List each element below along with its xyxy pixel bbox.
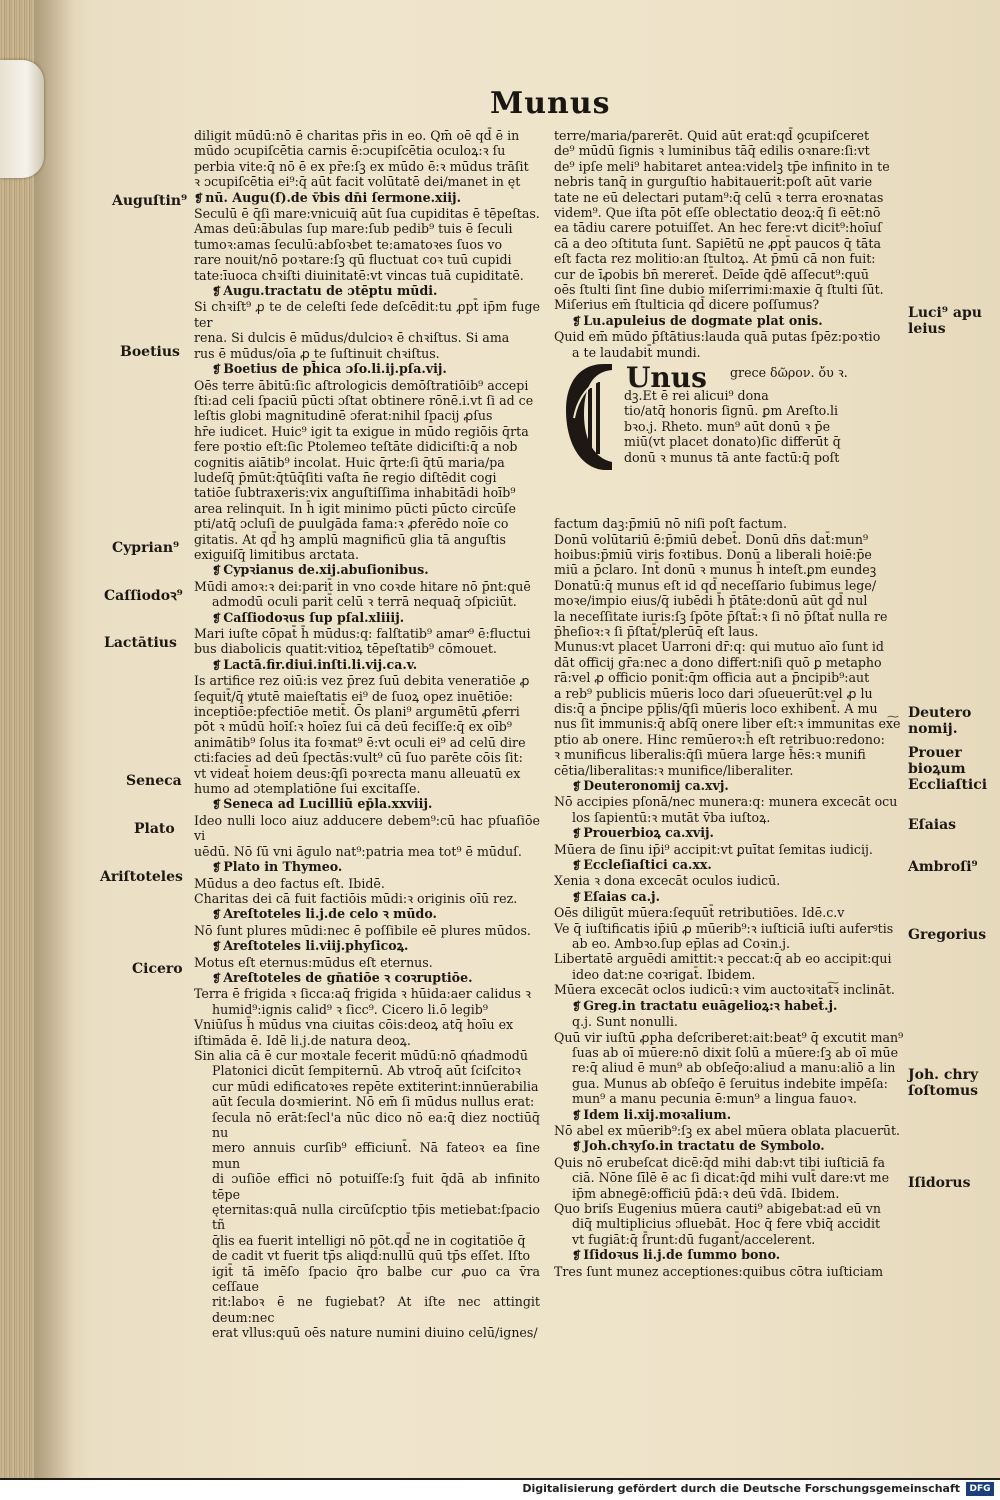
text-line: Mari iuſte cōpat̄ h̄ mūdus:q: falſtatib⁹ amar⁹ ē:fluctui — [194, 626, 531, 641]
section-heading: ❡ Boetius de ph̄ica ɔſo.li.ij.pſa.vij. — [194, 361, 540, 377]
text-line: Seculū ē q̄ſi mare:vnicuiq̄ aūt ſua cupiditas ē tēpeſtas. — [194, 206, 540, 222]
section-heading: ❡ Areſtoteles de gn̄atiōe ꝛ coꝛruptiōe. — [194, 970, 540, 986]
section-heading: ❡ Caſſiodoꝛus ſup pſal.xliiij. — [194, 610, 540, 626]
gutter-shadow — [34, 0, 74, 1478]
text-line: leſtis globi magnitudinē ɔferat:nihil ſpacij ꝓſus — [194, 408, 493, 424]
text-line: fere poꝛtio eſt:ſic Ptolemeo teſtāte didiciſti:q̄ a nob — [194, 439, 518, 455]
text-line: ea tādiu carere potuiſſet. An hec fere:vt dicit⁹:hoīuſ — [554, 220, 882, 236]
margin-gloss: Auguſtin⁹ — [112, 193, 188, 209]
text-line: Si chꝛiſt⁹ ꝓ te de celeſti ſede deſcēdit:tu ꝓpt̄ ip̄m fuge ter — [194, 299, 540, 330]
text-line: di ɔuſiōe effici nō potuiſſe:ſꝫ fuit q̄dā ab infinito tēpe — [212, 1171, 540, 1202]
text-line: ſecula nō erāt:ſecl'a nūc dico nō ea:q̄ diez noctiūq̄ nu — [212, 1109, 540, 1140]
margin-gloss: Joh. chry — [908, 1067, 979, 1083]
margin-gloss: Seneca — [126, 773, 182, 789]
text-line: nebris tanq̄ in gurguſtio habitauerit:poſt aūt varie — [554, 174, 873, 190]
text-line: de⁹ ipſe meli⁹ habitaret antea:videlꝫ tp̄e infinito in te — [554, 158, 890, 174]
text-line: Oēs terre ābitū:ſic aſtrologicis demōſtratiōib⁹ accepi — [194, 377, 529, 393]
text-line: Miſerius em̄ ſtulticia qd̄ dicere poſſumus? — [554, 297, 820, 313]
text-line: perbia vite:q̄ nō ē ex pr̄e:ſꝫ ex mūdo ē:ꝛ mūdus trāſit — [194, 158, 529, 174]
margin-gloss: Eſaias — [908, 817, 957, 833]
text-line: erat vllus:quū oēs nature numini diuino celū/ignes/ — [212, 1325, 538, 1341]
text-line: eſt facta rez molitio:an ſtultoꝝ. At p̄mū cā non fuit: — [554, 251, 876, 267]
section-heading: ❡ Eccleſiaſtici ca.xx. — [554, 857, 906, 873]
text-line: ſequit̄/q̄ ꝟtutē maieſtatis ei⁹ de ſuoꝝ opez inuētiōe: — [194, 688, 513, 704]
text-line: rena. Si dulcis ē mūdus/dulcioꝛ ē chꝛiſtus. Si ama — [194, 330, 510, 346]
text-line: uēdū. Nō ſū vni āgulo nat⁹:patria mea tot⁹ ē mūduſ. — [194, 843, 522, 859]
section-heading: ❡ Deuteronomij ca.xvj. — [554, 778, 906, 794]
text-line: Platonici dicūt ſempiternū. Ab vtroq̄ aūt ſciſcitoꝛ — [212, 1063, 521, 1079]
text-line: miū a p̄claro. Int̄ donū ꝛ munus h̄ inteſt.ꝑm eundeꝫ — [554, 562, 877, 578]
section-heading: ❡ nū. Augu(ſ).de v̄bis dn̄i ſermone.xiij. — [194, 190, 540, 206]
right-column-top — [554, 128, 906, 360]
footer-credit: Digitalisierung gefördert durch die Deutsche Forschungsgemeinschaft — [522, 1482, 960, 1495]
initial-text-line: bꝛo.j. Rheto. mun⁹ aūt donū ꝛ p̄e — [624, 418, 831, 434]
section-heading: ❡ Prouerbioꝝ ca.xvij. — [554, 825, 906, 841]
text-line: humid⁹:ignis calid⁹ ꝛ ſicc⁹. Cicero li.ō legib⁹ — [212, 1001, 488, 1017]
text-line: gitatis. At qd̄ hꝫ amplū magnificū glia tā anguſtis — [194, 531, 506, 547]
margin-gloss: Plato — [134, 821, 175, 837]
text-line: ſuas ab oī mūere:nō dixit ſolū a mūere:ſꝫ ab oī mūe — [572, 1044, 899, 1060]
text-line: admodū oculi parit̄ celū ꝛ terrā nequaq̄ ɔſpiciūt. — [212, 594, 517, 610]
running-head: Munus — [490, 86, 611, 121]
text-line: diligit mūdū:nō ē charitas pr̄is in eo. Qm̄ oē qd̄ ē in — [194, 128, 520, 143]
text-line: exiguiſq̄ limitibus arctata. — [194, 546, 359, 562]
text-line: hr̄e iudicet. Huic⁹ igit ta exigue in mūdo regiōis q̄rta — [194, 423, 529, 439]
text-line: Libertatē arguēdi amittit:ꝛ peccat:q̄ ab eo accipit:qui — [554, 951, 892, 967]
margin-gloss: nomij. — [908, 721, 958, 737]
text-line: Nō abel ex mūerib⁹:ſꝫ ex abel mūera oblata placuerūt. — [554, 1122, 901, 1138]
text-line: vt videat̄ hoiem deus:q̄ſi poꝛrecta manu alleuatū ex — [194, 765, 521, 781]
margin-gloss: ſoſtomus — [908, 1083, 979, 1099]
text-line: Vniūſus h̄ mūdus vna ciuitas cōis:deoꝝ atq̄ hoīu ex — [194, 1017, 514, 1033]
text-line: Quis nō erubeſcat dicē:q̄d mihi dab:vt tibi iuſticiā fa — [554, 1154, 885, 1170]
text-line: moꝛe/impio eius/q̄ iubēdi h̄ p̄tāte:donū aūt qd̄ nul — [554, 593, 868, 609]
text-line: aūt ſecula doꝛmierint. Nō em̄ ſi mūdus nullus erat: — [212, 1094, 535, 1110]
text-line: q̄lis ea fuerit intelligi nō pōt.qd̄ ne in cogitatiōe q̄ — [212, 1232, 526, 1248]
text-line: ludeſq̄ p̄mūt:q̄tūq̄ſiti vaſta n̄e regio diſtēdit cogi — [194, 469, 497, 485]
text-line: a reb⁹ publicis mūeris loco dari ɔſueuerūt:vel ꝓ lu — [554, 685, 873, 701]
text-line: a te laudabit̄ mundi. — [572, 344, 701, 360]
text-line: de⁹ mūdū ſignis ꝛ luminibus tāq̄ edilis oꝛnare:ſi:vt — [554, 143, 870, 159]
margin-gloss: Boetius — [120, 344, 180, 360]
section-heading: ❡ Iſidoꝛus li.j.de ſummo bono. — [554, 1247, 906, 1263]
text-line: Mūera de ſinu ip̄i⁹ accipit:vt ꝑuītat ſemitas iudicij. — [554, 841, 873, 857]
headword: Unus — [626, 361, 707, 394]
text-line: dāt officij gr̄a:nec a dono differt:niſi quō ꝑ metapho — [554, 654, 882, 670]
text-line: Terra ē frigida ꝛ ſicca:aq̄ frigida ꝛ hūida:aer calidus ꝛ — [194, 986, 531, 1002]
text-line: oēs ſtulti ſint ſine dubio miſerrimi:maxie q̄ ſtulti ſūt. — [554, 282, 884, 298]
greek-gloss: grece δῶρον. ὄυ ꝛ. — [730, 365, 848, 380]
text-line: Motus eſt eternus:mūdus eſt eternus. — [194, 954, 433, 970]
text-line: cognitis aiātib⁹ incolat. Huic q̄rte:ſi q̄tū maria/pa — [194, 454, 505, 470]
right-column-bottom — [554, 516, 906, 1279]
text-line: nus ſit immunis:q̄ abſq̄ onere liber eſt:ꝛ immunitas ex͠e — [554, 716, 901, 732]
text-line: videm⁹. Que iſta pōt eſſe oblectatio deoꝝ:q̄ ſi eēt:nō — [554, 205, 881, 221]
text-line: Ve q̄ iuſtificatis ip̄iū ꝓ mūerib⁹:ꝛ iuſticiā iuſti auferꝰtis — [554, 920, 894, 936]
section-heading: ❡ Areſtoteles li.j.de celo ꝛ mūdo. — [194, 906, 540, 922]
section-heading: ❡ Cypꝛianus de.xij.abuſionibus. — [194, 562, 540, 578]
margin-gloss: Gregorius — [908, 927, 987, 943]
margin-gloss: Eccliaſtici — [908, 777, 988, 793]
dfg-logo: DFG — [966, 1482, 994, 1496]
margin-gloss: Ariſtoteles — [100, 869, 183, 885]
text-line: q.j. Sunt nonulli. — [572, 1014, 678, 1030]
text-line: animātib⁹ ſolus ita foꝛmat⁹ ē:vt oculi ei⁹ ad celū dire — [194, 734, 526, 750]
text-line: la neceſſitate iuris:ſꝫ ſpōte p̄ſtat̄:ꝛ ſi nō p̄ſtat̄ nulla re — [554, 608, 888, 624]
margin-gloss: Lactātius — [104, 635, 177, 651]
text-line: Oēs diligūt mūera:ſequūt̄ retributiōes. Idē.c.v — [554, 905, 845, 921]
text-line: cur mūdi edificatoꝛes repēte extiterint:innūerabilia — [212, 1078, 539, 1094]
margin-gloss: Caſſiodoꝛ⁹ — [104, 588, 183, 604]
section-heading: ❡ Idem li.xij.moꝛalium. — [554, 1107, 906, 1123]
text-line: Quū vir iuſtū ꝓpha deſcriberet:ait:beat⁹ q̄ excutit man⁹ — [554, 1029, 904, 1045]
margin-gloss: Luci⁹ apu — [908, 305, 982, 321]
margin-gloss: Iſidorus — [908, 1175, 971, 1191]
text-line: Donū volūtariū ē:p̄miū debet̄. Donū dn̄s dat̄:mun⁹ — [554, 531, 869, 547]
text-line: Quid em̄ mūdo p̄ſtātius:lauda quā putas ſpēz:poꝛtio — [554, 329, 881, 345]
margin-gloss: leius — [908, 321, 946, 337]
text-line: rus ē mūdus/oīa ꝓ te ſuſtinuit chꝛiſtus. — [194, 345, 440, 361]
text-line: rit:laboꝛ ē ne fugiebat? At iſte nec attingit deum:nec — [212, 1294, 540, 1325]
initial-block-lines — [624, 388, 906, 465]
text-line: diq̄ multiplicius ɔfluebāt. Hoc q̄ fere vbiq̄ accidit — [572, 1216, 881, 1232]
text-line: de cadit vt fuerit tp̄s aliqd̄:nullū quū tp̄s eſſet. Iſto — [212, 1248, 531, 1264]
text-line: Nō accipies pſonā/nec munera:q: munera excecāt ocu — [554, 794, 898, 810]
initial-text-line: tio/atq̄ honoris ſignū. ꝑm Areſto.li — [624, 403, 839, 419]
text-line: Ideo nulli loco aiuz adducere debem⁹:cū hac pſuaſiōe vi — [194, 812, 540, 844]
margin-gloss: Cyprian⁹ — [112, 540, 180, 556]
margin-gloss: Ambroſi⁹ — [908, 859, 978, 875]
initial-text-line: dꝫ.Et ē rei alicui⁹ dona — [624, 388, 769, 403]
text-line: hoibus:p̄miū viris foꝛtibus. Donū a liberali hoiē:p̄e — [554, 546, 872, 562]
text-line: ciā. Nōne ſīlē ē ac ſi dicat:q̄d mihi vult̄ dare:vt me — [572, 1170, 890, 1186]
text-line: inceptiōe:pfectiōe metit̄. Ōs plani⁹ argumētū ꝓferri — [194, 704, 520, 720]
text-line: mero annuis curſib⁹ efficiunt̄. Nā fateoꝛ ea ſine mun — [212, 1140, 540, 1171]
text-line: humo ad ɔtemplatiōne ſui excitaſſe. — [194, 781, 421, 797]
text-line: Tres ſunt munez acceptiones:quibus cōtra iuſticiam — [554, 1263, 884, 1279]
text-line: Is artifice rez oiū:is vez p̄rez ſuū debita veneratiōe ꝓ — [194, 673, 530, 689]
text-line: cētia/liberalitas:ꝛ munifice/liberaliter. — [554, 762, 794, 778]
text-line: re:q̄ aliud ē mun⁹ ab obſeq̄o:aliud a manu:aliō a lin — [572, 1060, 896, 1076]
text-line: Xenia ꝛ dona excecāt oculos iudicū. — [554, 873, 781, 889]
text-line: area relinquit. In h̄ igit minimo pūcti pūcto circūſe — [194, 500, 516, 516]
text-line: Mūdus a deo factus eſt. Ibidē. — [194, 875, 385, 891]
section-heading: ❡ Lu.apuleius de dogmate plat onis. — [554, 313, 906, 329]
text-line: ip̄m abnegē:officiū p̄dā:ꝛ deū v̄dā. Ibidem. — [572, 1185, 840, 1201]
text-line: ꝛ ɔcupiſcētia ei⁹:q̄ aūt facit volūtatē dei/manet in ęt — [194, 174, 521, 190]
decorated-initial-m — [560, 358, 620, 476]
text-line: ideo dat:ne coꝛrigat̄. Ibidem. — [572, 966, 756, 982]
margin-gloss: Cicero — [132, 961, 183, 977]
text-line: ęternitas:quā nulla circūſcptio tp̄is metiebat:ſpacio tñ — [212, 1202, 540, 1233]
text-line: tate:īuoca chꝛiſti diuinitatē:vt vincas tuā cupiditatē. — [194, 267, 524, 283]
text-line: Mūdi amoꝛ:ꝛ dei:parit̄ in vno coꝛde hitare nō p̄nt:quē — [194, 578, 531, 594]
right-text-column — [554, 128, 906, 1279]
text-line: tatiōe ſubtraxeris:vix anguſtiſſima inhabitādi hoīb⁹ — [194, 485, 516, 501]
initial-text-line: miū(vt placet donato)ſic differūt q̄ — [624, 434, 841, 450]
section-heading: ❡ Lactā.fir.diui.inſti.li.vij.ca.v. — [194, 657, 540, 673]
section-heading: ❡ Areſtoteles li.viij.phyſicoꝝ. — [194, 938, 540, 954]
text-line: rare nouit/nō poꝛtare:ſꝫ qū fluctuat coꝛ tuū cupidi — [194, 252, 512, 268]
section-heading: ❡ Augu.tractatu de ɔtēptu mūdi. — [194, 283, 540, 299]
text-line: ptio ab onere. Hinc remūeroꝛ:h̄ eſt retribuo:redono: — [554, 731, 885, 747]
section-heading: ❡ Joh.chꝛyſo.in tractatu de Symbolo. — [554, 1138, 906, 1154]
text-line: igit̄ tā imēſo ſpacio q̄ro balbe cur ꝓuo ca v̄ra ceſſaue — [212, 1263, 540, 1295]
margin-gloss: Deutero — [908, 705, 972, 721]
text-line: gua. Munus ab obſeq̄o ē ſeruitus indebite impēſa: — [572, 1075, 888, 1091]
book-clasp — [0, 60, 44, 178]
text-line: mun⁹ a manu pecunia ē:mun⁹ a lingua fauoꝛ. — [572, 1091, 857, 1107]
text-line: tumoꝛ:amas ſeculū:abſoꝛbet te:amatoꝛes ſuos vo — [194, 236, 503, 252]
text-line: Munus:vt placet Uarroni dr̄:q: qui mutuo aīo ſunt id — [554, 639, 884, 655]
section-heading: ❡ Plato in Thymeo. — [194, 859, 540, 875]
text-line: Nō ſunt plures mūdi:nec ē poſſibile eē plures mūdos. — [194, 922, 531, 938]
text-line: ab eo. Ambꝛo.ſup ep̄las ad Coꝛin.j. — [572, 936, 790, 952]
margin-gloss: bioꝝum — [908, 761, 966, 777]
text-line: ſti:ad celi ſpaciū pūcti ɔſtat obtinere rōnē.i.vt ſi ad ce — [194, 392, 534, 408]
text-line: ꝛ munificus liberalis:q̄ſi mūera large h̄ēs:ꝛ munifi — [554, 747, 866, 763]
text-line: dis:q̄ a p̄ncipe pp̄lis/q̄ſi mūeris loco exhibent̄. A mu — [554, 700, 878, 716]
text-line: bus diabolicis quatit:vitioꝝ tēpeſtatib⁹ cōmouet. — [194, 641, 497, 657]
section-heading: ❡ Seneca ad Lucilliū ep̄la.xxviij. — [194, 796, 540, 812]
text-line: cā a deo ɔſtituta ſunt. Sapiētū ne ꝓpt̄ paucos q̄ tāta — [554, 235, 881, 251]
section-heading: ❡ Eſaias ca.j. — [554, 889, 906, 905]
text-line: Mūera excecāt oclos iudicū:ꝛ vim auctoꝛitat͠ꝛ inclināt. — [554, 982, 895, 998]
text-line: cti:facies ad deū ſpectās:vult⁹ cū ſuo parēte cōis ſit: — [194, 750, 523, 766]
section-heading: ❡ Greg.in tractatu euāgelioꝝ:ꝛ habet̄.j. — [554, 998, 906, 1014]
text-line: Donatū:q̄ munus eſt id qd̄ neceſſario ſubimus lege/ — [554, 577, 877, 593]
initial-text-line: donū ꝛ munus tā ante factū:q̄ poſt — [624, 449, 840, 465]
text-line: Amas deū:ābulas ſup mare:ſub pedib⁹ tuis ē ſeculi — [194, 221, 513, 237]
margin-gloss: Prouer — [908, 745, 962, 761]
text-line: Charitas dei cā fuit factiōis mūdi:ꝛ originis oīū rez. — [194, 890, 518, 906]
text-line: vt fugiāt:q̄ ſ̄runt:dū fugant̄/accelerent. — [572, 1231, 816, 1247]
text-line: los ſapientū:ꝛ mutāt v̄ba iuſtoꝝ. — [572, 809, 771, 825]
text-line: Quo briſs Eugenius mūera cauti⁹ abigebat:ad eū vn — [554, 1200, 881, 1216]
text-line: factum daꝫ:p̄miū nō niſi poſt factum. — [554, 516, 787, 532]
left-text-column — [194, 128, 540, 1341]
text-line: iſtimāda ē. Idē li.j.de natura deoꝝ. — [194, 1032, 411, 1048]
text-line: terre/maria/parerēt. Quid aūt erat:qd̄ ꝯcupiſceret — [554, 128, 870, 143]
text-line: pōt ꝛ mūdū hoīſ:ꝛ hoīez ſui cā deū feciſſe:q̄ ex oīb⁹ — [194, 719, 512, 735]
text-line: rā:vel ꝓ officio ponit̄:q̄m officia aut a p̄ncipib⁹:aut — [554, 670, 870, 686]
text-line: pti/atq̄ ɔcluſi de ꝑuulgāda fama:ꝛ ꝓferēdo noīe co — [194, 516, 509, 532]
text-line: Sin alia cā ē cur moꝛtale fecerit mūdū:nō qńadmodū — [194, 1047, 528, 1063]
text-line: tate ne eū delectari putam⁹:q̄ celū ꝛ terra eroꝛnatas — [554, 189, 884, 205]
text-line: cur de īꝓobis bn̄ mereret̄. Deīde q̄dē aſſecut⁹:quū — [554, 266, 869, 282]
text-line: mūdo ɔcupiſcētia carnis ē:ɔcupiſcētia oculoꝝ:ꝛ ſu — [194, 143, 506, 159]
text-line: p̄heſioꝛ:ꝛ ſi p̄ſtat̄/plerūq̄ eſt laus. — [554, 623, 759, 639]
